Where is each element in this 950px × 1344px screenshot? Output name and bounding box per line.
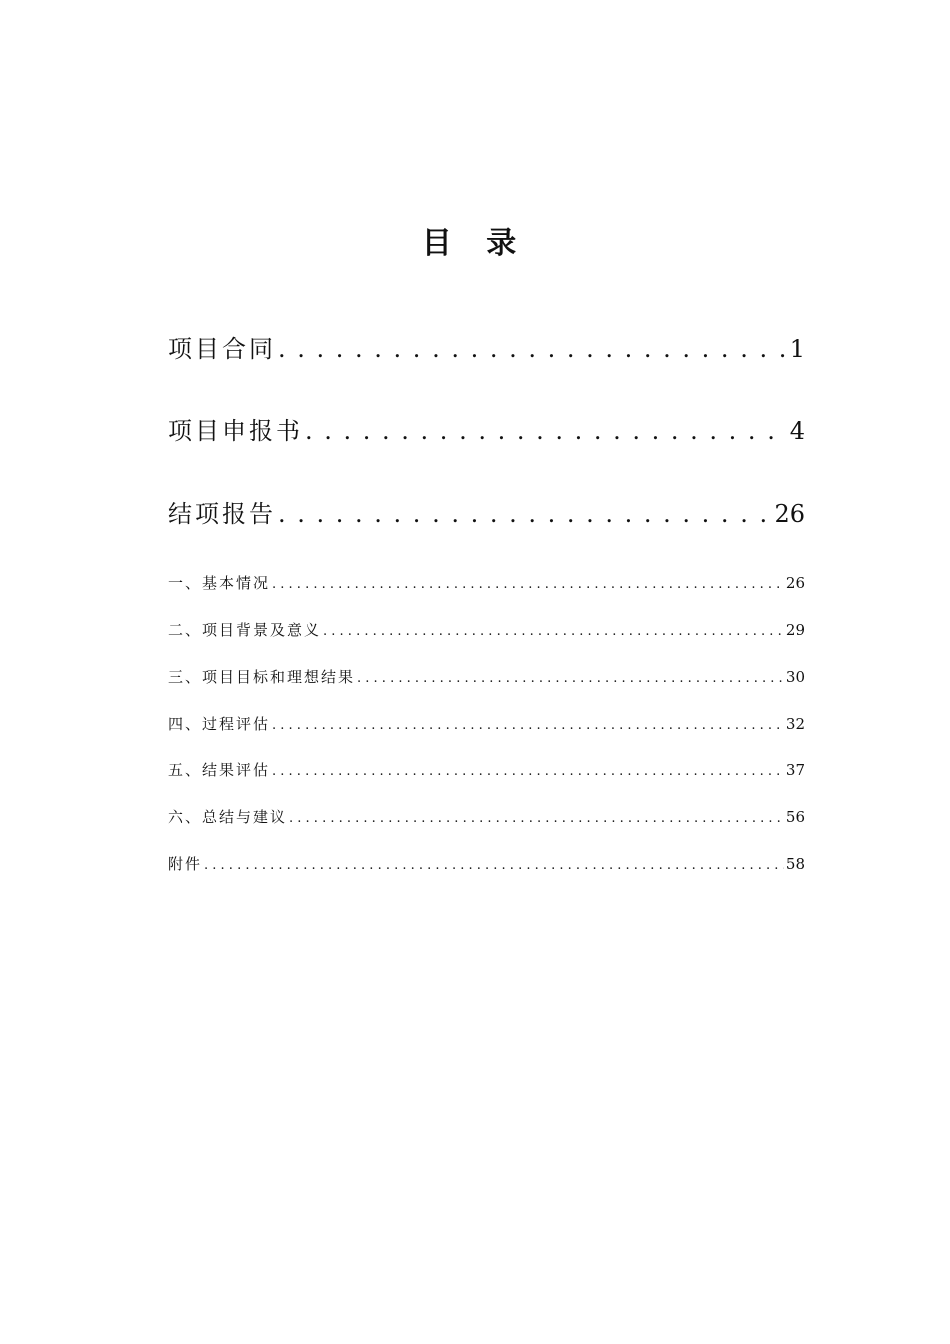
dot-leader: [289, 808, 784, 830]
toc-entry-appendix[interactable]: [168, 853, 805, 877]
dot-leader: [305, 414, 788, 448]
toc-entry-background[interactable]: [168, 619, 805, 643]
toc-page-number: 32: [785, 715, 805, 733]
toc-page-number: 58: [785, 855, 805, 873]
toc-entry-result-eval[interactable]: [168, 759, 805, 783]
toc-entry-label: 项目合同: [168, 335, 276, 363]
toc-page-number: 37: [785, 761, 805, 779]
dot-leader: [272, 574, 784, 596]
toc-page-number: 56: [785, 808, 805, 826]
toc-entry-final-report[interactable]: [168, 497, 805, 531]
toc-entry-label: 项目申报书: [168, 417, 303, 445]
dot-leader: [278, 497, 772, 531]
dot-leader: [278, 332, 788, 366]
dot-leader: [272, 715, 784, 737]
dot-leader: [272, 761, 784, 783]
toc-entry-application[interactable]: [168, 414, 805, 448]
toc-title: 目 录: [421, 226, 529, 261]
toc-entry-process-eval[interactable]: [168, 713, 805, 737]
toc-entry-label: 三、项目目标和理想结果: [168, 668, 356, 686]
toc-page-number: 26: [785, 574, 805, 592]
toc-entry-label: 二、项目背景及意义: [168, 621, 322, 639]
toc-entry-summary[interactable]: [168, 806, 805, 830]
toc-entry-goals[interactable]: [168, 666, 805, 690]
toc-entry-label: 一、基本情况: [168, 574, 271, 592]
dot-leader: [204, 855, 784, 877]
toc-entry-label: 六、总结与建议: [168, 808, 288, 826]
toc-entry-label: 五、结果评估: [168, 761, 271, 779]
toc-entry-basic-info[interactable]: [168, 572, 805, 596]
toc-page-number: 30: [785, 668, 805, 686]
toc-entry-label: 四、过程评估: [168, 715, 271, 733]
toc-page-number: 4: [789, 417, 805, 445]
toc-page-number: 29: [785, 621, 805, 639]
toc-page-number: 26: [774, 500, 805, 528]
toc-entry-contract[interactable]: [168, 332, 805, 366]
dot-leader: [357, 668, 784, 690]
toc-entry-label: 附件: [168, 855, 203, 873]
toc-page-number: 1: [789, 335, 805, 363]
dot-leader: [323, 621, 784, 643]
toc-entry-label: 结项报告: [168, 500, 276, 528]
